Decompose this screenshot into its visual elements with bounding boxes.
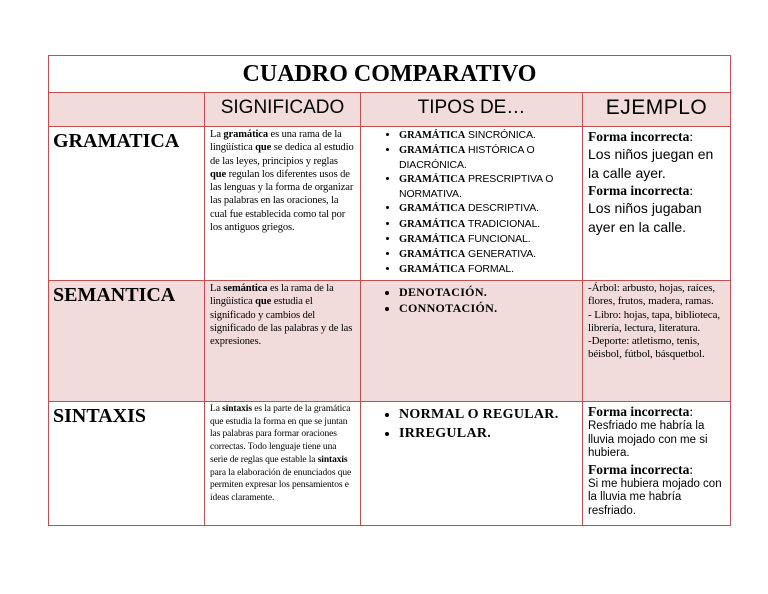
desc-gramatica: La gramática es una rama de la lingüística que se dedica al estudio de las leyes, principios y reglas que regulan los diferentes usos de las lenguas y la forma de organizar las palabras en las oraciones, la cual fue establecida como tal por los antiguos griegos.: [205, 127, 361, 281]
list-item: • GRAMÁTICA HISTÓRICA O DIACRÓNICA.: [399, 143, 582, 172]
row-gramatica: [49, 127, 731, 281]
list-item: • CONNOTACIÓN.: [399, 300, 582, 316]
example-text: -Árbol: arbusto, hojas, raíces, flores, frutos, madera, ramas.: [588, 282, 716, 308]
example-label: Forma incorrecta:: [588, 129, 694, 144]
example-label: Forma incorrecta:: [588, 183, 694, 198]
list-item: • DENOTACIÓN.: [399, 284, 582, 300]
example-text: -Deporte: atletismo, tenis, béisbol, fútbol, básquetbol.: [588, 335, 705, 361]
list-item: • NORMAL O REGULAR.: [399, 405, 582, 424]
list-item: • GRAMÁTICA SINCRÓNICA.: [399, 128, 582, 143]
term-semantica: SEMANTICA: [49, 281, 205, 402]
list-item: • GRAMÁTICA FUNCIONAL.: [399, 232, 582, 247]
ejemplo-sintaxis: [583, 402, 731, 526]
desc-semantica: La semántica es la rama de la lingüística que estudia el significado y cambios del significado de las palabras y de las expresiones.: [205, 281, 361, 402]
tipos-semantica: [361, 281, 583, 402]
ejemplo-gramatica: [583, 127, 731, 281]
header-tipos: TIPOS DE…: [361, 93, 583, 127]
example-text: Resfriado me habría la lluvia mojado con me si hubiera.: [588, 420, 708, 459]
example-label: Forma incorrecta:: [588, 404, 694, 419]
desc-sintaxis: La sintaxis es la parte de la gramática que estudia la forma en que se juntan las palabras para formar oraciones correctas. Todo lenguaje tiene una serie de reglas que estable la sintaxis para la elaboración de enunciados que permiten expresar los pensamientos e ideas claramente.: [205, 402, 361, 526]
example-text: - Libro: hojas, tapa, biblioteca, librería, lectura, literatura.: [588, 308, 721, 334]
tipos-list: [361, 402, 582, 443]
tipos-list: [361, 127, 582, 277]
list-item: • IRREGULAR.: [399, 424, 582, 443]
list-item: • GRAMÁTICA FORMAL.: [399, 262, 582, 277]
row-sintaxis: [49, 402, 731, 526]
list-item: • GRAMÁTICA TRADICIONAL.: [399, 217, 582, 232]
header-empty: [49, 93, 205, 127]
term-gramatica: GRAMATICA: [49, 127, 205, 281]
example-text: Los niños jugaban ayer en la calle.: [588, 200, 702, 235]
tipos-sintaxis: [361, 402, 583, 526]
term-sintaxis: SINTAXIS: [49, 402, 205, 526]
example-text: Si me hubiera mojado con la lluvia me habría resfriado.: [588, 477, 722, 517]
example-label: Forma incorrecta:: [588, 461, 694, 477]
ejemplo-semantica: [583, 281, 731, 402]
row-semantica: [49, 281, 731, 402]
tipos-gramatica: [361, 127, 583, 281]
list-item: • GRAMÁTICA GENERATIVA.: [399, 247, 582, 262]
header-row: [49, 93, 731, 127]
list-item: • GRAMÁTICA PRESCRIPTIVA O NORMATIVA.: [399, 172, 582, 201]
header-ejemplo: EJEMPLO: [583, 93, 731, 127]
tipos-list: [361, 281, 582, 316]
comparative-table: [48, 55, 731, 526]
list-item: • GRAMÁTICA DESCRIPTIVA.: [399, 201, 582, 216]
example-text: Los niños juegan en la calle ayer.: [588, 146, 714, 181]
header-significado: SIGNIFICADO: [205, 93, 361, 127]
table-title: CUADRO COMPARATIVO: [49, 56, 731, 93]
